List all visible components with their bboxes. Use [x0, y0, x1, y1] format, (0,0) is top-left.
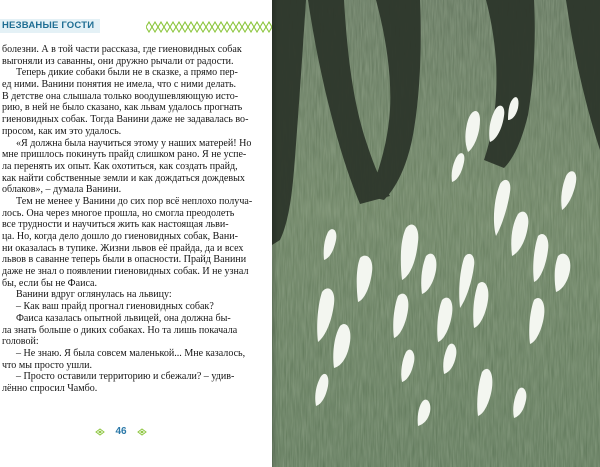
text-line: лось. Она через многое прошла, но смогла преодолеть [2, 207, 235, 219]
body-text [2, 44, 270, 395]
ornament-zigzag-top [146, 22, 272, 27]
text-line: ни оказалась в тупике. Жизни львов её прайда, да и всех [2, 242, 244, 254]
header-ornament-icon [146, 21, 272, 33]
text-line: «Я должна была научиться этому у наших матерей! Но [16, 137, 252, 149]
text-line: ед ними. Ванини понятия не имела, что с ними делать. [2, 79, 237, 91]
text-line: выгоняли из саванны, они дружно рычали от радости. [2, 55, 234, 67]
text-page [0, 0, 272, 467]
forest-illustration [272, 0, 600, 467]
text-line: рию, в ней не было сказано, как львам удалось прогнать [2, 102, 243, 114]
running-head-title: НЕЗВАНЫЕ ГОСТИ [0, 19, 100, 33]
text-line: – Просто оставили территорию и сбежали? – удив- [16, 371, 235, 383]
text-line: что мы просто ушли. [2, 359, 93, 371]
text-line: ца. Но, когда дело дошло до гиеновидных собак, Вани- [2, 231, 238, 242]
text-line: облаков», – думала Ванини. [2, 184, 122, 196]
ornament-zigzag-bottom [146, 27, 272, 32]
text-line: головой: [2, 336, 39, 348]
folio-ornament-right-icon [137, 428, 147, 436]
text-line: Ванини вдруг оглянулась на львицу: [16, 289, 172, 301]
running-head [0, 0, 272, 36]
text-line: гиеновидных собак. Тогда Ванини даже не задавалась во- [2, 114, 249, 126]
text-line: даже не знал о появлении гиеновидных собак. И не узнал [2, 266, 249, 278]
text-line: ла знать больше о диких собаках. Но та лишь покачала [2, 324, 238, 336]
text-line: болезни. А в той части рассказа, где гиеновидных собак [2, 44, 242, 55]
text-line: как найти собственные земли и как дождаться дождевых [2, 172, 245, 184]
text-line: ла перенять их опыт. Как охотиться, как создать прайд, [2, 160, 238, 172]
text-line: В детстве она слышала только воодушевляющую исто- [2, 90, 239, 102]
page-number: 46 [115, 426, 127, 437]
text-line: все трудности и научиться жить как настоящая льви- [2, 219, 229, 231]
text-line: бы, если бы не Фаиса. [2, 277, 98, 289]
text-line: – Как ваш прайд прогнал гиеновидных собак? [16, 301, 214, 313]
text-line: лённо спросил Чамбо. [2, 382, 98, 394]
text-line: львов в саванне теперь были в опасности. Прайд Ванини [2, 254, 247, 266]
text-line: Фаиса казалась опытной львицей, она должна бы- [16, 312, 231, 324]
text-line: просом, как им это удалось. [2, 125, 122, 137]
text-line: – Не знаю. Я была совсем маленькой... Мне казалось, [16, 347, 246, 359]
text-line: мне пришлось покинуть прайд слишком рано. Я не успе- [2, 149, 247, 161]
book-gutter-shadow [272, 0, 278, 467]
text-line: Тем не менее у Ванини до сих пор всё неплохо получа- [16, 195, 253, 207]
page-folio [101, 425, 141, 439]
text-line: Теперь дикие собаки были не в сказке, а прямо пер- [16, 67, 238, 79]
